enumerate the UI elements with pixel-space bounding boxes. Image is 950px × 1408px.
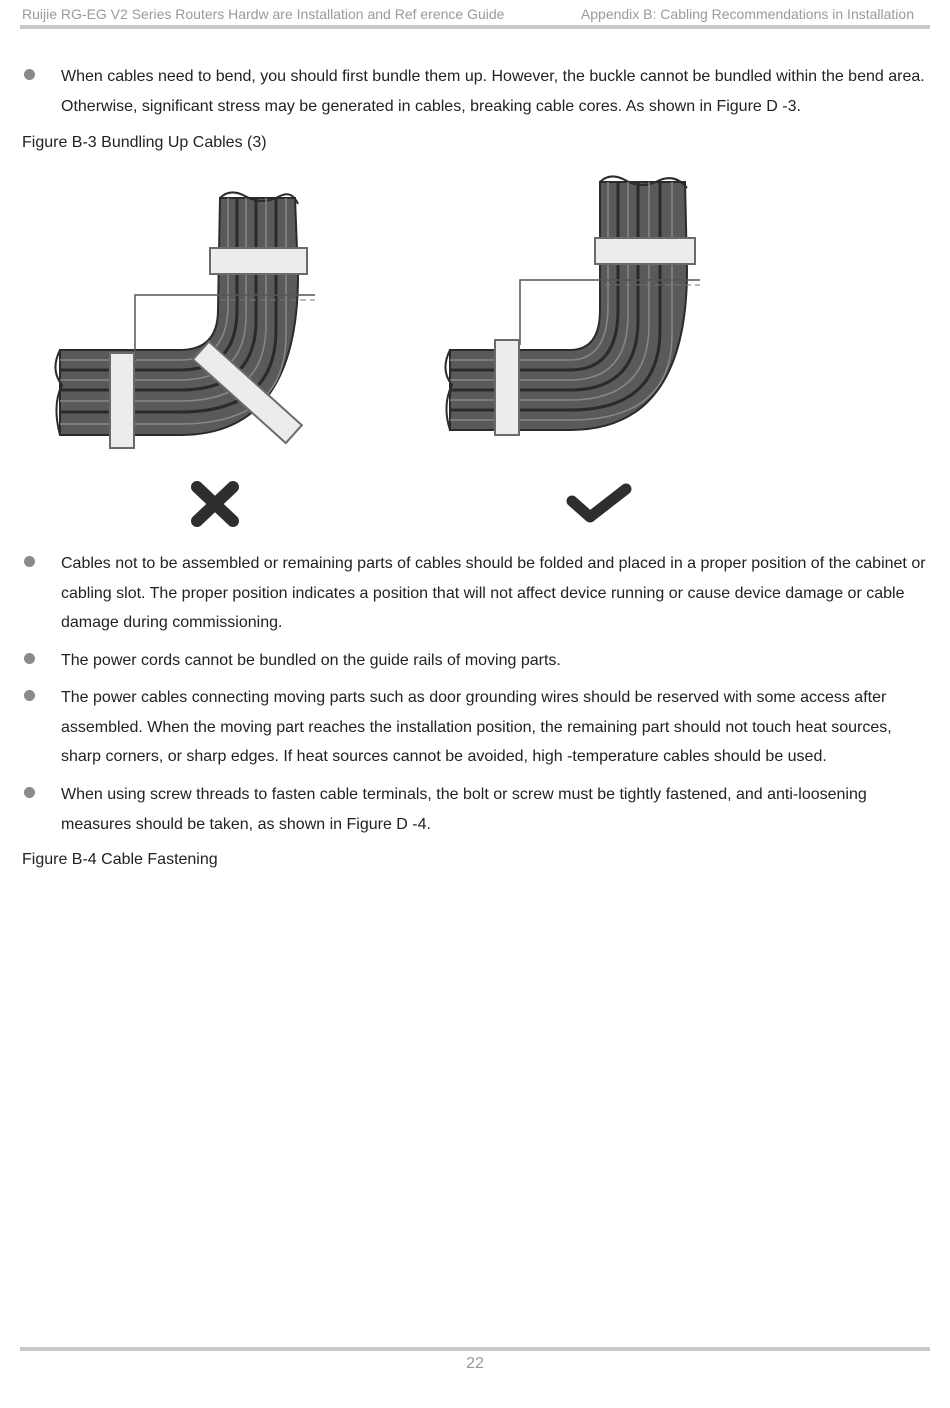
- wrong-bundling-diagram: [55, 192, 315, 521]
- checkmark-icon: [572, 489, 626, 517]
- list-item-text: Cables not to be assembled or remaining parts of cables should be folded and placed in a proper position of the cabinet or cabling slot. The proper position indicates a position that will not affect device running or cause device damage or cable damage during commissioning.: [61, 555, 926, 631]
- list-item: [20, 62, 932, 121]
- page-number: 22: [466, 1355, 484, 1372]
- cross-icon: [197, 487, 233, 521]
- list-item: [20, 549, 932, 638]
- list-item: [20, 683, 932, 772]
- bullet-icon: [24, 690, 35, 701]
- list-item-text: The power cables connecting moving parts such as door grounding wires should be reserved with some access after assembled. When the moving part reaches the installation position, the remaining part should not touch heat sources, sharp corners, or sharp edges. If heat sources cannot be avoided, high -temperature cables should be used.: [61, 689, 892, 765]
- page-header: [20, 4, 930, 24]
- header-divider: [20, 25, 930, 29]
- bullet-icon: [24, 653, 35, 664]
- footer-divider: [20, 1347, 930, 1351]
- list-item-text: When using screw threads to fasten cable terminals, the bolt or screw must be tightly fastened, and anti-loosening measures should be taken, as shown in Figure D -4.: [61, 786, 867, 833]
- list-item-text: The power cords cannot be bundled on the guide rails of moving parts.: [61, 652, 561, 669]
- bullet-icon: [24, 787, 35, 798]
- list-item-text: When cables need to bend, you should first bundle them up. However, the buckle cannot be bundled within the bend area. Otherwise, significant stress may be generated in cables, breaking cable cores. As shown in Figure D -3.: [61, 68, 925, 115]
- figure-caption: Figure B-3 Bundling Up Cables (3): [22, 134, 267, 151]
- list-item: [20, 780, 932, 839]
- figure-caption: Figure B-4 Cable Fastening: [22, 851, 218, 868]
- bullet-icon: [24, 556, 35, 567]
- bundling-figure: [40, 170, 730, 545]
- bullet-icon: [24, 69, 35, 80]
- header-section-title: Appendix B: Cabling Recommendations in Installation: [580, 6, 914, 22]
- header-doc-title: Ruijie RG-EG V2 Series Routers Hardw are Installation and Ref erence Guide: [22, 6, 505, 22]
- correct-bundling-diagram: [445, 176, 700, 517]
- list-item: [20, 646, 932, 676]
